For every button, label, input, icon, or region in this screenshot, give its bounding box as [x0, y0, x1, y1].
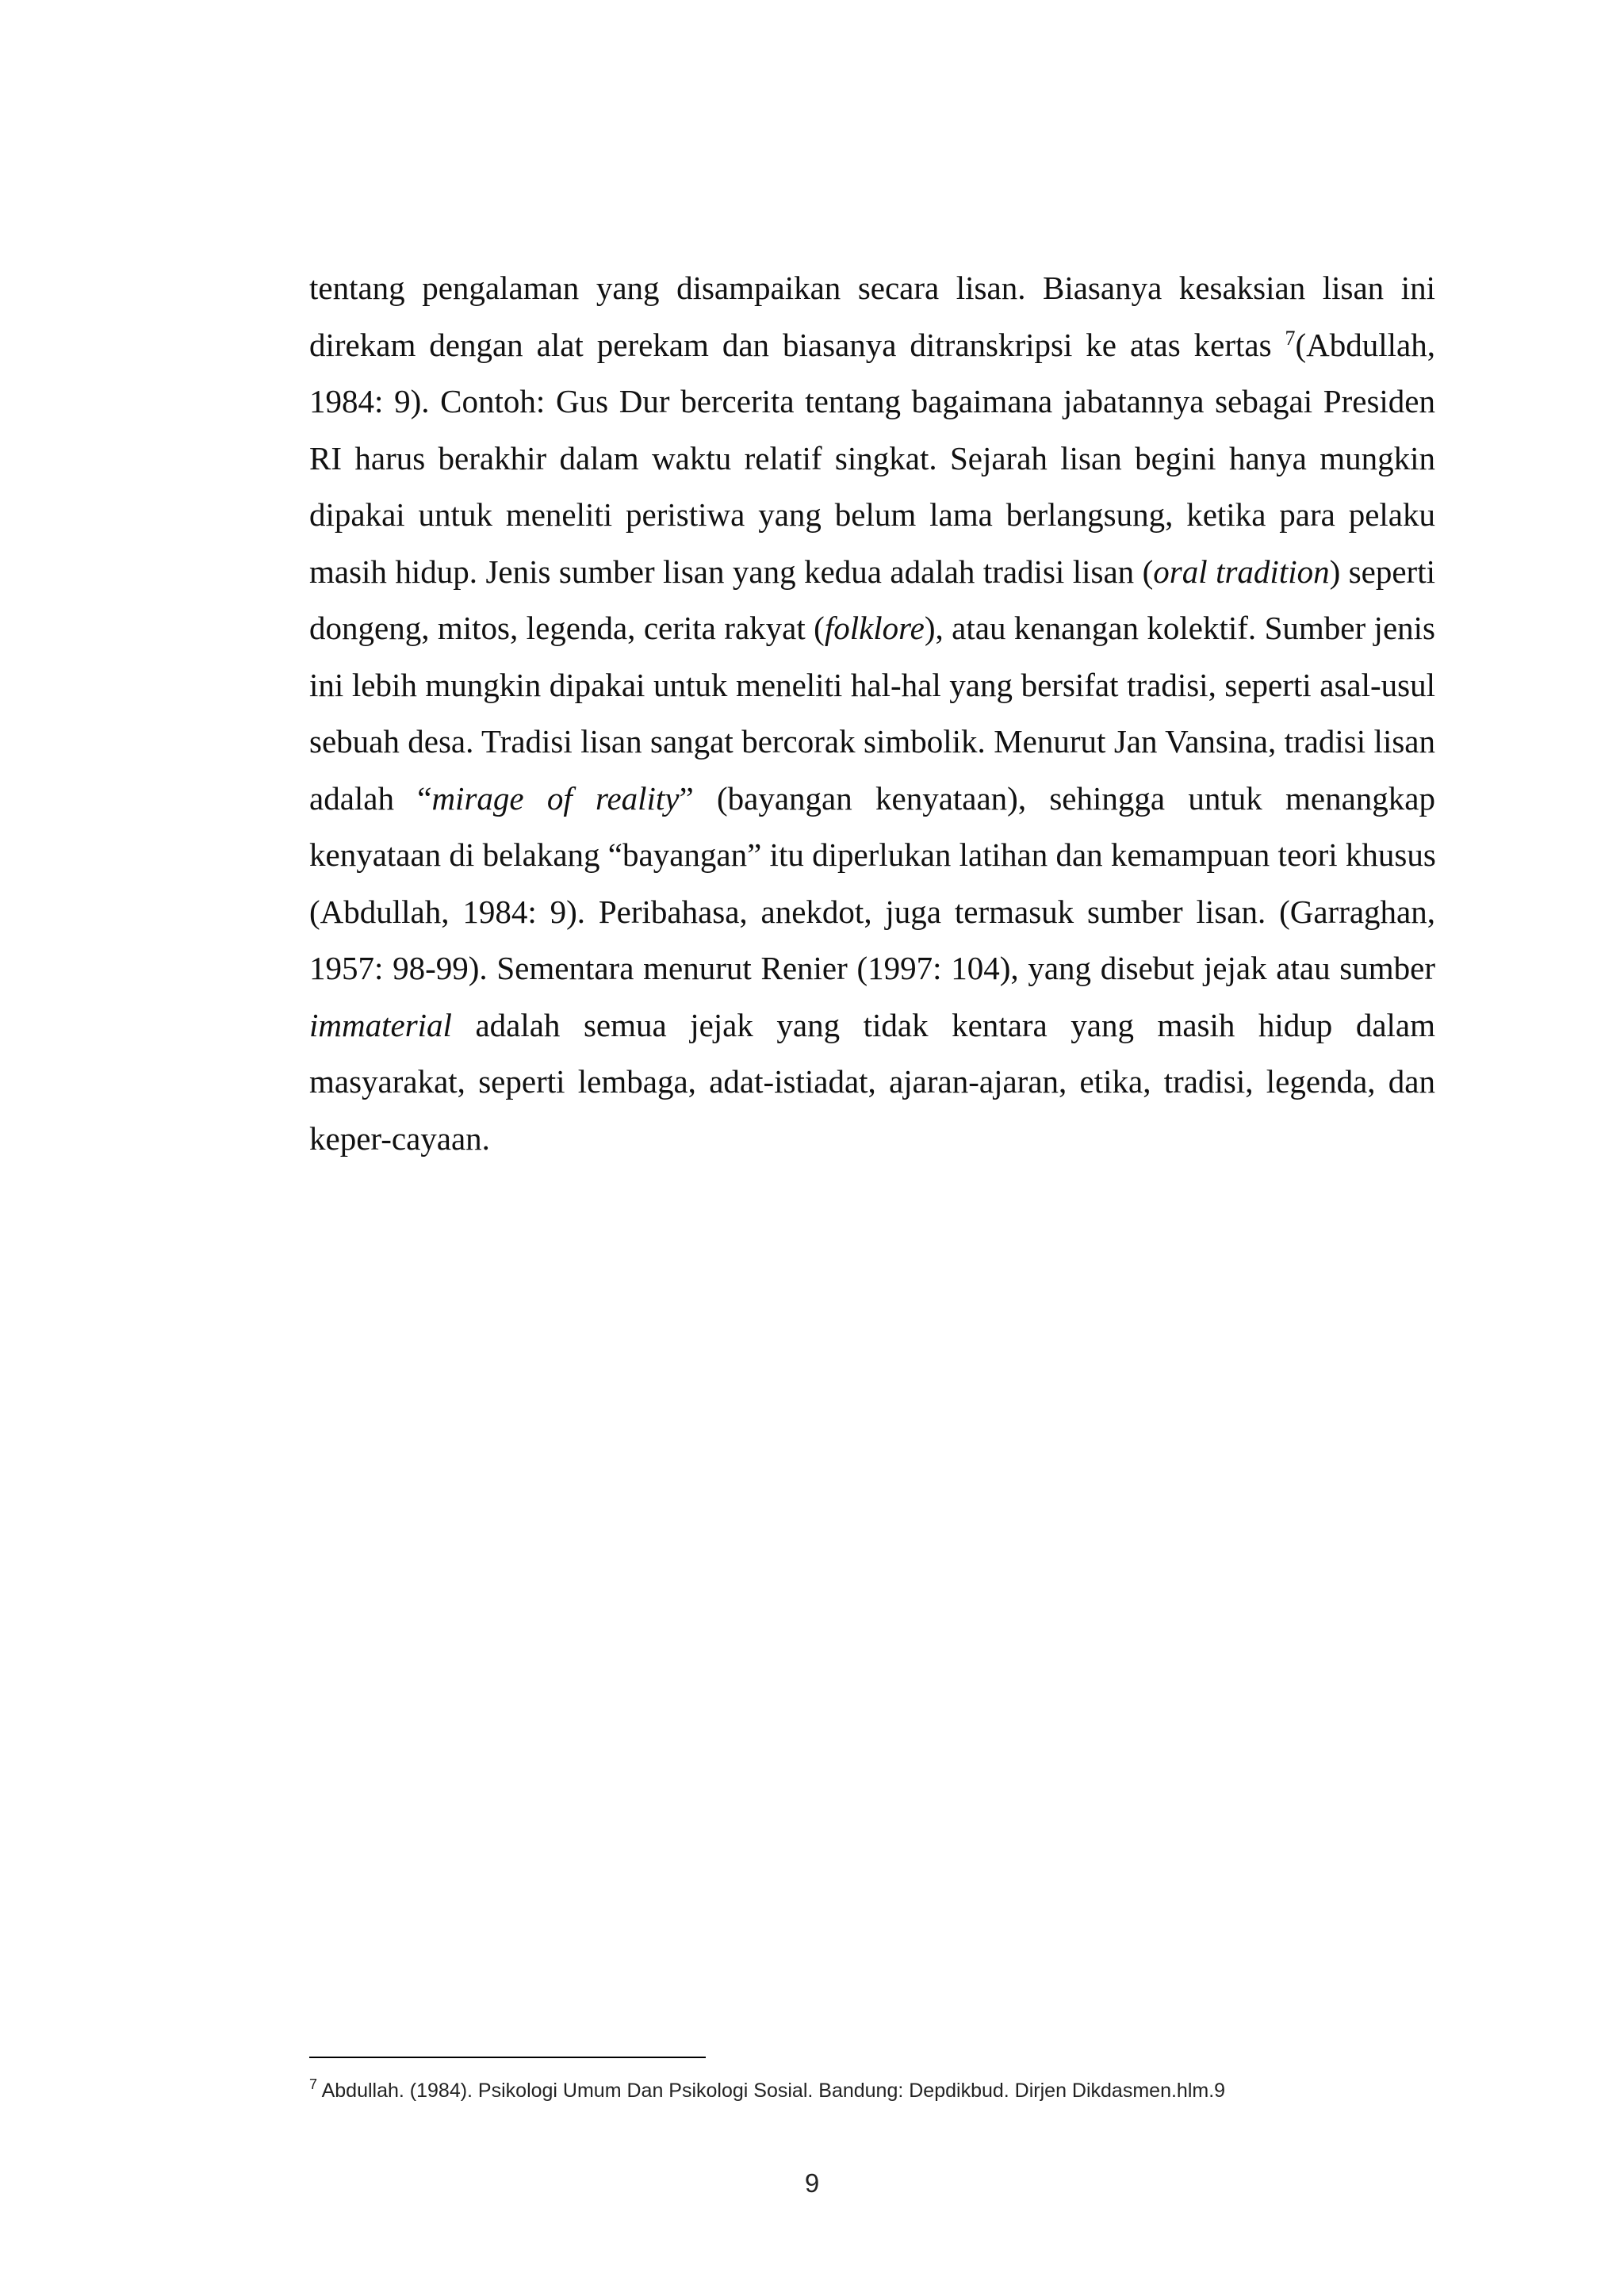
- footnote-text: Abdullah. (1984). Psikologi Umum Dan Psikologi Sosial. Bandung: Depdikbud. Dirjen Dikdasmen.hlm.9: [317, 2080, 1226, 2102]
- body-line: [309, 1111, 1435, 1168]
- body-line-text: direkam dengan alat perekam dan biasanya ditranskripsi ke atas kertas: [309, 326, 1285, 363]
- body-line: [309, 600, 1435, 657]
- footnote-marker: 7: [309, 2076, 318, 2092]
- body-line-text: ” (bayangan kenyataan), sehingga untuk menangkap: [679, 779, 1435, 817]
- body-line: [309, 317, 1435, 374]
- body-line-text: (Abdullah, 1984: 9). Peribahasa, anekdot, juga termasuk sumber lisan. (Garraghan,: [309, 893, 1435, 930]
- body-line-text: dongeng, mitos, legenda, cerita rakyat (: [309, 610, 825, 646]
- body-line: [309, 260, 1435, 317]
- body-line-text: kenyataan di belakang “bayangan” itu diperlukan latihan dan kemampuan teori khusus: [309, 836, 1436, 873]
- footnote-separator: [309, 2057, 706, 2058]
- body-line: [309, 714, 1435, 771]
- body-paragraph: [309, 260, 1435, 1167]
- body-line-text: 1984: 9). Contoh: Gus Dur bercerita tentang bagaimana jabatannya sebagai Presiden: [309, 383, 1435, 419]
- body-line: [309, 544, 1435, 601]
- body-line: [309, 997, 1435, 1054]
- body-line-text: ), atau kenangan kolektif. Sumber jenis: [924, 610, 1435, 646]
- italic-term: folklore: [824, 610, 925, 646]
- italic-term: immaterial: [309, 1006, 452, 1043]
- body-line: [309, 771, 1435, 828]
- body-line-text: sebuah desa. Tradisi lisan sangat bercorak simbolik. Menurut Jan Vansina, tradisi lisan: [309, 723, 1435, 760]
- italic-term: oral tradition: [1153, 553, 1330, 590]
- body-line-text: masyarakat, seperti lembaga, adat-istiadat, ajaran-ajaran, etika, tradisi, legenda, dan: [309, 1063, 1435, 1100]
- body-line: [309, 430, 1435, 488]
- body-line-text: keper-cayaan.: [309, 1119, 490, 1157]
- body-line-text: ) seperti: [1329, 553, 1435, 590]
- body-line-text: 1957: 98-99). Sementara menurut Renier (1997: 104), yang disebut jejak atau sumber: [309, 950, 1435, 986]
- body-line: [309, 940, 1435, 997]
- body-line-text: adalah semua jejak yang tidak kentara yang masih hidup dalam: [451, 1006, 1435, 1043]
- body-line-text: adalah “: [309, 779, 432, 817]
- italic-term: mirage of reality: [431, 779, 680, 817]
- body-line-text: tentang pengalaman yang disampaikan secara lisan. Biasanya kesaksian lisan ini: [309, 270, 1435, 306]
- body-line: [309, 827, 1435, 884]
- body-line-text: RI harus berakhir dalam waktu relatif singkat. Sejarah lisan begini hanya mungkin: [309, 439, 1435, 476]
- footnote-reference: 7: [1285, 326, 1296, 350]
- body-line-text: ini lebih mungkin dipakai untuk meneliti hal-hal yang bersifat tradisi, seperti asal-usul: [309, 666, 1435, 703]
- body-line: [309, 373, 1435, 430]
- body-line: [309, 1054, 1435, 1111]
- body-line-text: masih hidup. Jenis sumber lisan yang kedua adalah tradisi lisan (: [309, 553, 1154, 590]
- body-line: [309, 657, 1435, 714]
- body-line-text: dipakai untuk meneliti peristiwa yang belum lama berlangsung, ketika para pelaku: [309, 496, 1435, 533]
- body-line-text: (Abdullah,: [1295, 326, 1435, 363]
- page-number: 9: [804, 2168, 820, 2198]
- footnote: [309, 2075, 1483, 2107]
- body-line: [309, 884, 1435, 941]
- body-line: [309, 487, 1435, 544]
